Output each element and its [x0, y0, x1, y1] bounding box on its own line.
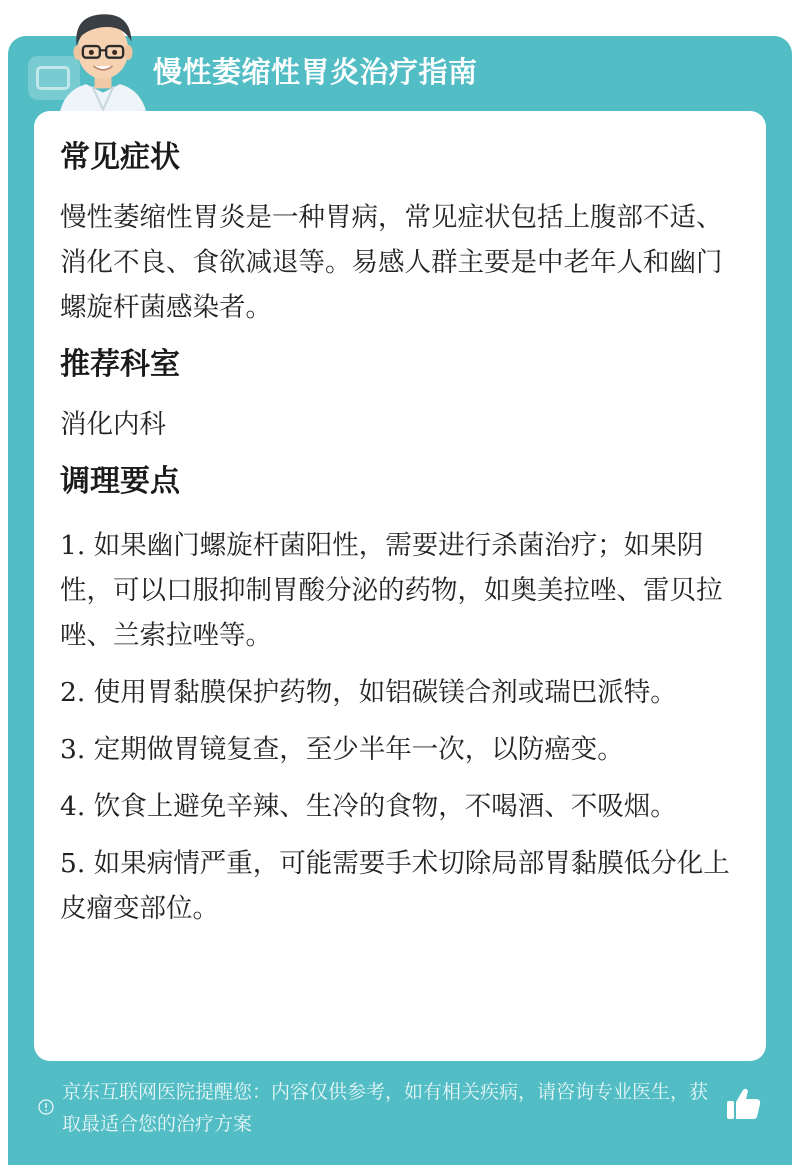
- list-item-number: 4.: [60, 791, 86, 822]
- list-item-number: 1.: [60, 530, 86, 561]
- list-item: [60, 523, 740, 658]
- section-title-department: 推荐科室: [60, 347, 180, 382]
- list-item-text: 使用胃黏膜保护药物，如铝碳镁合剂或瑞巴派特。: [93, 677, 677, 708]
- list-item-number: 3.: [60, 734, 86, 765]
- thumbs-up-icon[interactable]: [724, 1084, 764, 1124]
- section-title-symptoms: 常见症状: [60, 140, 180, 175]
- list-item: [60, 784, 740, 829]
- disclaimer-text: 京东互联网医院提醒您：内容仅供参考，如有相关疾病，请咨询专业医生，获取最适合您的治疗方案: [62, 1081, 709, 1135]
- page-title: 慢性萎缩性胃炎治疗指南: [153, 55, 478, 89]
- list-item: [60, 727, 740, 772]
- list-item: [60, 841, 740, 931]
- info-icon: [38, 1099, 54, 1115]
- list-item-text: 定期做胃镜复查，至少半年一次，以防癌变。: [93, 734, 624, 765]
- list-item-text: 饮食上避免辛辣、生冷的食物，不喝酒、不吸烟。: [93, 791, 677, 822]
- section-title-care-points: 调理要点: [60, 464, 180, 499]
- department-text: 消化内科: [60, 409, 166, 440]
- list-item-number: 5.: [60, 848, 86, 879]
- list-item-number: 2.: [60, 677, 86, 708]
- doctor-avatar: [48, 8, 158, 118]
- list-item-text: 如果病情严重，可能需要手术切除局部胃黏膜低分化上皮瘤变部位。: [60, 848, 730, 924]
- list-item: [60, 670, 740, 715]
- symptoms-text: 慢性萎缩性胃炎是一种胃病，常见症状包括上腹部不适、消化不良、食欲减退等。易感人群主要是中老年人和幽门螺旋杆菌感染者。: [60, 202, 723, 323]
- care-points-list: [60, 523, 740, 931]
- list-item-text: 如果幽门螺旋杆菌阳性，需要进行杀菌治疗；如果阴性，可以口服抑制胃酸分泌的药物，如奥美拉唑、雷贝拉唑、兰索拉唑等。: [60, 530, 723, 651]
- content-card: [34, 111, 766, 1061]
